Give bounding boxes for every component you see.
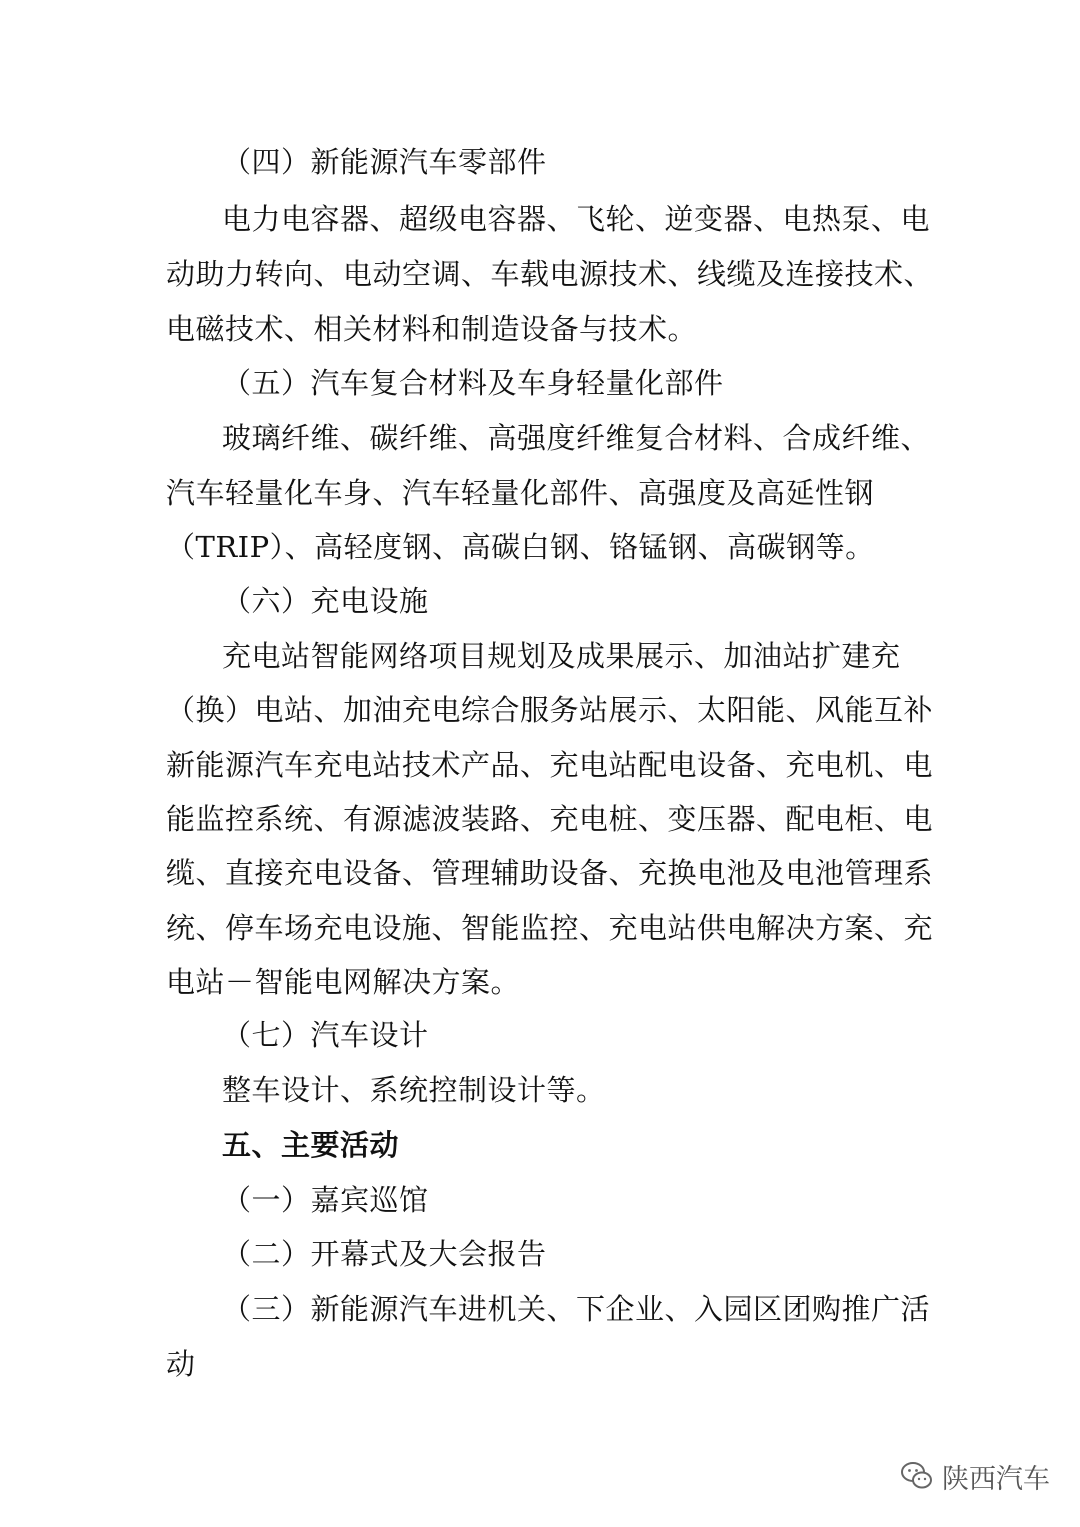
section-heading-5: （五）汽车复合材料及车身轻量化部件	[222, 366, 724, 400]
section-heading-7: （七）汽车设计	[222, 1018, 429, 1052]
paragraph-line: 统、停车场充电设施、智能监控、充电站供电解决方案、充	[166, 911, 934, 945]
wechat-icon	[900, 1459, 934, 1493]
activity-item-3: （三）新能源汽车进机关、下企业、入园区团购推广活	[222, 1292, 931, 1326]
paragraph-line: 动	[166, 1347, 196, 1381]
paragraph-line: 充电站智能网络项目规划及成果展示、加油站扩建充	[222, 639, 901, 673]
paragraph-line: 能监控系统、有源滤波装路、充电桩、变压器、配电柜、电	[166, 802, 934, 836]
paragraph-line: （换）电站、加油充电综合服务站展示、太阳能、风能互补	[166, 693, 934, 727]
watermark-text: 陕西汽车	[942, 1463, 1050, 1495]
paragraph-line: 动助力转向、电动空调、车载电源技术、线缆及连接技术、	[166, 257, 934, 291]
paragraph-line: 整车设计、系统控制设计等。	[222, 1073, 606, 1107]
paragraph-line: 新能源汽车充电站技术产品、充电站配电设备、充电机、电	[166, 748, 934, 782]
activity-item-2: （二）开幕式及大会报告	[222, 1237, 547, 1271]
paragraph-line: （TRIP）、高轻度钢、高碳白钢、铬锰钢、高碳钢等。	[166, 530, 875, 564]
paragraph-line: 缆、直接充电设备、管理辅助设备、充换电池及电池管理系	[166, 856, 934, 890]
paragraph-line: 电站－智能电网解决方案。	[166, 965, 521, 999]
section-heading-6: （六）充电设施	[222, 584, 429, 618]
paragraph-line: 电力电容器、超级电容器、飞轮、逆变器、电热泵、电	[222, 202, 931, 236]
activity-item-1: （一）嘉宾巡馆	[222, 1183, 429, 1217]
watermark	[900, 1456, 1050, 1496]
paragraph-line: 电磁技术、相关材料和制造设备与技术。	[166, 312, 698, 346]
section-heading-4: （四）新能源汽车零部件	[222, 145, 547, 179]
chapter-heading-5: 五、主要活动	[222, 1128, 400, 1162]
paragraph-line: 汽车轻量化车身、汽车轻量化部件、高强度及高延性钢	[166, 476, 875, 510]
paragraph-line: 玻璃纤维、碳纤维、高强度纤维复合材料、合成纤维、	[222, 421, 931, 455]
